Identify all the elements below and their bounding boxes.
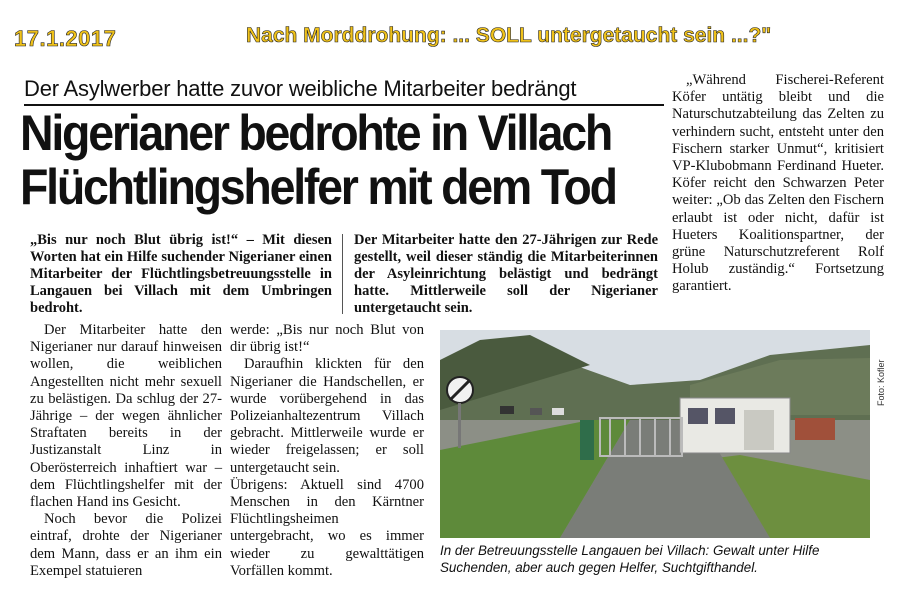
article-column-2: [230, 322, 424, 580]
date-stamp: 17.1.2017: [14, 26, 117, 51]
headline-line-2: Flüchtlingshelfer mit dem Tod: [20, 159, 616, 215]
column-1-paragraph-2: Noch bevor die Polizei eintraf, drohte der Nigerianer dem Mann, dass er an ihm ein Exempel statuieren: [30, 511, 222, 579]
kicker-line: Der Asylwerber hatte zuvor weibliche Mitarbeiter bedrängt: [24, 76, 577, 101]
news-photo: [440, 330, 870, 538]
headline: [20, 106, 625, 214]
column-1-paragraph-1: Der Mitarbeiter hatte den Nigerianer nur darauf hinweisen wollen, die weiblichen Angestellten nicht mehr sexuell zu belästigen. Da schlug der 27-Jährige – der wegen ähnlicher Straftaten bereits in der Justizanstalt Linz in Oberösterreich inhaftiert war – dem Flüchtlingshelfer mit der flachen Hand ins Gesicht.: [30, 322, 222, 511]
photo-caption: In der Betreuungsstelle Langauen bei Villach: Gewalt unter Hilfe Suchenden, aber auch gegen Helfer, Suchtgifthandel.: [440, 543, 820, 575]
column-2-paragraph-3: Übrigens: Aktuell sind 4700 Menschen in den Kärntner Flüchtlingsheimen untergebracht, wo es immer wieder zu gewalttätigen Vorfällen kommt.: [230, 476, 424, 579]
adjacent-article-paragraph: „Während Fischerei-Referent Köfer untätig bleibt und die Naturschutzabteilung das Zelten zu verhindern sucht, entsteht unter den Fischern starker Unmut“, kritisiert VP-Klubobmann Ferdinand Hueter. Köfer reicht den Schwarzen Peter weiter: „Ob das Zelten den Fischern erlaubt ist oder nicht, dafür ist Hueters Koalitionspartner, der grüne Naturschutzreferent Rolf Holub zuständig.“ Fortsetzung garantiert.: [672, 72, 884, 295]
column-2-paragraph-2: Daraufhin klickten für den Nigerianer die Handschellen, er wurde vorübergehend in das Polizeianhaltezentrum Villach gebracht. Mittlerweile wurde er wieder freigelassen; er soll untergetaucht sein.: [230, 356, 424, 476]
lead-divider: [342, 234, 343, 314]
lead-paragraph-right: Der Mitarbeiter hatte den 27-Jährigen zur Rede gestellt, weil dieser ständig die Mitarbeiterinnen der Asyleinrichtung belästigt und bedrängt hatte. Mittlerweile soll der Nigerianer untergetaucht sein.: [354, 232, 658, 316]
article-column-1: [30, 322, 222, 580]
photo-refugee-center-gate: [440, 330, 870, 538]
headline-line-1: Nigerianer bedrohte in Villach: [20, 105, 612, 161]
lead-paragraph-left: „Bis nur noch Blut übrig ist!“ – Mit diesen Worten hat ein Hilfe suchender Nigerianer einen Mitarbeiter der Flüchtlingsbetreuungsstelle in Langauen bei Villach mit dem Umbringen bedroht.: [30, 232, 332, 316]
column-2-paragraph-1: werde: „Bis nur noch Blut von dir übrig ist!“: [230, 322, 424, 356]
adjacent-article-column: [672, 72, 884, 296]
annotation-note: Nach Morddrohung: ... SOLL untergetaucht sein ...?": [246, 24, 772, 47]
photo-credit: Foto: Kofler: [876, 359, 886, 406]
